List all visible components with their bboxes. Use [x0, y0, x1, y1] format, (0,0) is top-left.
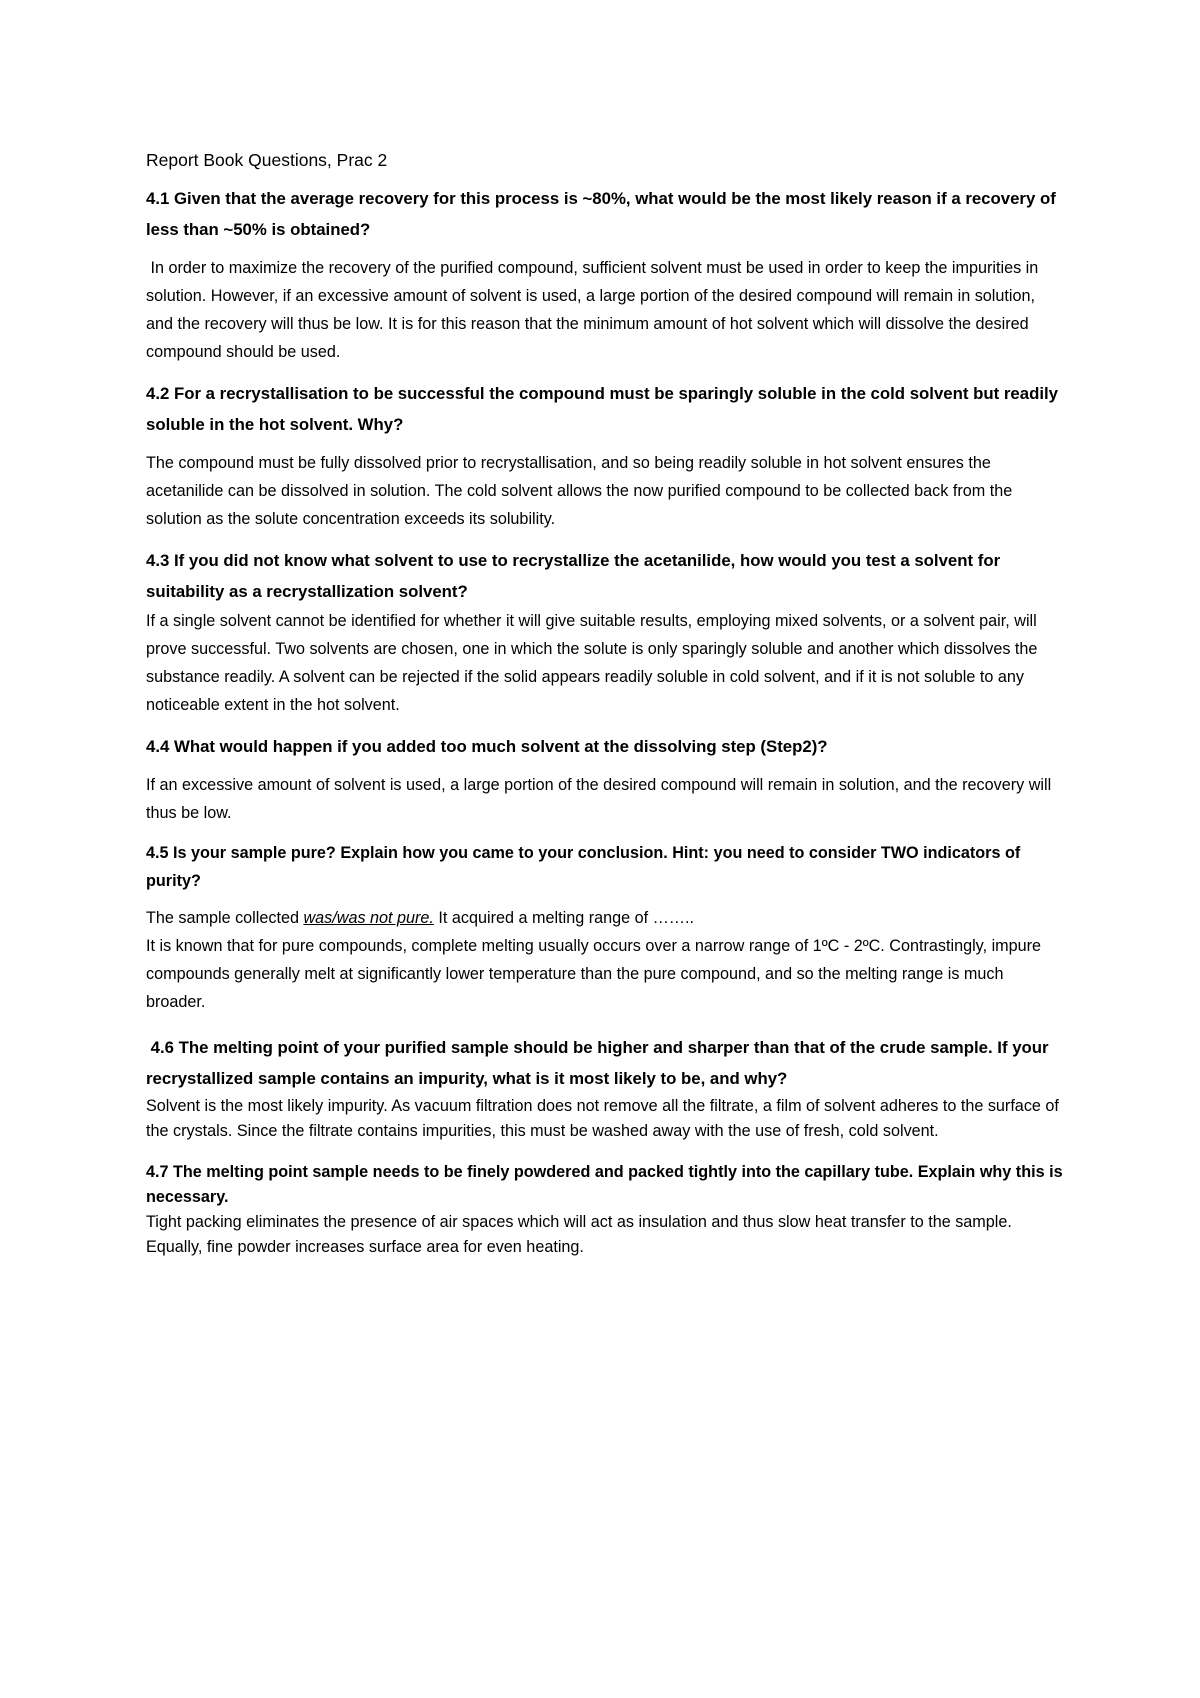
answer-4-5-more: It is known that for pure compounds, complete melting usually occurs over a narrow range of 1ºC - 2ºC. Contrastingly, impure compounds generally melt at significantly lower temperature than the pure compound, and so the melting range is much broader.	[146, 937, 1042, 1011]
question-4-4: 4.4 What would happen if you added too much solvent at the dissolving step (Step2)?	[146, 737, 828, 756]
answer-4-7: Tight packing eliminates the presence of air spaces which will act as insulation and thus slow heat transfer to the sample. Equally, fine powder increases surface area for even heating.	[146, 1213, 1012, 1256]
answer-4-5	[146, 904, 1066, 1016]
question-4-7-text: The melting point sample needs to be finely powdered and packed tightly into the capillary tube. Explain why this is necessary.	[146, 1163, 1068, 1206]
answer-4-6: Solvent is the most likely impurity. As vacuum filtration does not remove all the filtrate, a film of solvent adheres to the surface of the crystals. Since the filtrate contains impurities, this must be washed away with the use of fresh, cold solvent.	[146, 1097, 1059, 1140]
question-4-6: 4.6 The melting point of your purified sample should be higher and sharper than that of the crude sample. If your recrystallized sample contains an impurity, what is it most likely to be, and why?	[146, 1038, 1054, 1088]
question-4-3: 4.3 If you did not know what solvent to use to recrystallize the acetanilide, how would you test a solvent for suitability as a recrystallization solvent?	[146, 551, 1001, 601]
answer-4-4: If an excessive amount of solvent is used, a large portion of the desired compound will remain in solution, and the recovery will thus be low.	[146, 776, 1052, 822]
document-title: Report Book Questions, Prac 2	[146, 150, 388, 170]
question-4-2: 4.2 For a recrystallisation to be successful the compound must be sparingly soluble in the cold solvent but readily soluble in the hot solvent. Why?	[146, 384, 1058, 434]
question-4-7-number: 4.7	[146, 1163, 169, 1181]
document-page	[146, 146, 1066, 1272]
answer-4-5-suffix: It acquired a melting range of ……..	[433, 909, 694, 927]
question-4-5: 4.5 Is your sample pure? Explain how you came to your conclusion. Hint: you need to consider TWO indicators of purity?	[146, 844, 1021, 890]
question-4-1: 4.1 Given that the average recovery for this process is ~80%, what would be the most likely reason if a recovery of less than ~50% is obtained?	[146, 189, 1056, 239]
answer-4-5-underlined: was/was not pure.	[303, 909, 434, 927]
answer-4-3: If a single solvent cannot be identified for whether it will give suitable results, employing mixed solvents, or a solvent pair, will prove successful. Two solvents are chosen, one in which the solute is only sparingly soluble and another which dissolves the substance readily. A solvent can be rejected if the solid appears readily soluble in cold solvent, and if it is not soluble to any noticeable extent in the hot solvent.	[146, 612, 1038, 714]
answer-4-5-prefix: The sample collected	[146, 909, 304, 927]
answer-4-2: The compound must be fully dissolved prior to recrystallisation, and so being readily soluble in hot solvent ensures the acetanilide can be dissolved in solution. The cold solvent allows the now purified compound to be collected back from the solution as the solute concentration exceeds its solubility.	[146, 454, 1013, 528]
answer-4-1: In order to maximize the recovery of the purified compound, sufficient solvent must be used in order to keep the impurities in solution. However, if an excessive amount of solvent is used, a large portion of the desired compound will remain in solution, and the recovery will thus be low. It is for this reason that the minimum amount of hot solvent which will dissolve the desired compound should be used.	[146, 259, 1043, 361]
question-4-7	[146, 1160, 1066, 1210]
